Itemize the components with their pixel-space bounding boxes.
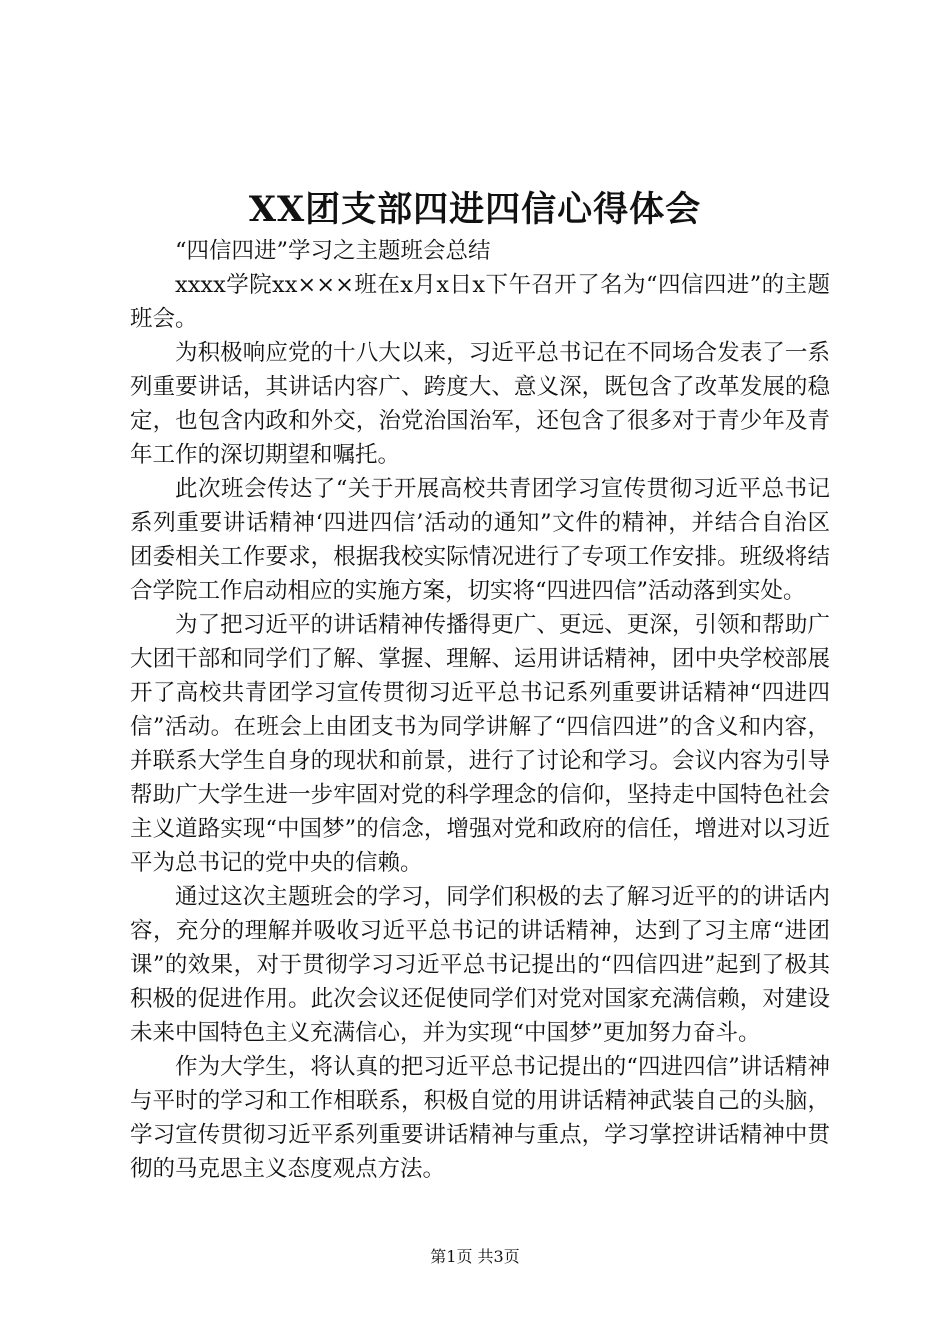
paragraph: 为积极响应党的十八大以来，习近平总书记在不同场合发表了一系列重要讲话，其讲话内容广、跨度大、意义深，既包含了改革发展的稳定，也包含内政和外交，治党治国治军，还包含了很多对于青少年及青年工作的深切期望和嘱托。 (130, 340, 830, 468)
paragraph: 作为大学生，将认真的把习近平总书记提出的“四进四信”讲话精神与平时的学习和工作相联系，积极自觉的用讲话精神武装自己的头脑，学习宣传贯彻习近平系列重要讲话精神与重点，学习掌控讲话精神中贯彻的马克思主义态度观点方法。 (130, 1054, 830, 1182)
page-footer: 第1页 共3页 (430, 1247, 520, 1266)
paragraph: 此次班会传达了“关于开展高校共青团学习宣传贯彻习近平总书记系列重要讲话精神‘四进四信’活动的通知”文件的精神，并结合自治区团委相关工作要求，根据我校实际情况进行了专项工作安排。班级将结合学院工作启动相应的实施方案，切实将“四进四信”活动落到实处。 (130, 476, 830, 604)
document-subtitle: “四信四进”学习之主题班会总结 (175, 238, 491, 264)
paragraph: 通过这次主题班会的学习，同学们积极的去了解习近平的的讲话内容，充分的理解并吸收习近平总书记的讲话精神，达到了习主席“进团课”的效果，对于贯彻学习习近平总书记提出的“四信四进”起到了极其积极的促进作用。此次会议还促使同学们对党对国家充满信赖，对建设未来中国特色主义充满信心，并为实现“中国梦”更加努力奋斗。 (130, 884, 830, 1046)
paragraph: xxxx学院xx×××班在x月x日x下午召开了名为“四信四进”的主题班会。 (130, 272, 830, 332)
paragraph: 为了把习近平的讲话精神传播得更广、更远、更深，引领和帮助广大团干部和同学们了解、掌握、理解、运用讲话精神，团中央学校部展开了高校共青团学习宣传贯彻习近平总书记系列重要讲话精神“四进四信”活动。在班会上由团支书为同学讲解了“四信四进”的含义和内容，并联系大学生自身的现状和前景，进行了讨论和学习。会议内容为引导帮助广大学生进一步牢固对党的科学理念的信仰，坚持走中国特色社会主义道路实现“中国梦”的信念，增强对党和政府的信任，增进对以习近平为总书记的党中央的信赖。 (130, 612, 830, 876)
document-title: XX团支部四进四信心得体会 (248, 189, 702, 230)
document-body (130, 234, 830, 1186)
